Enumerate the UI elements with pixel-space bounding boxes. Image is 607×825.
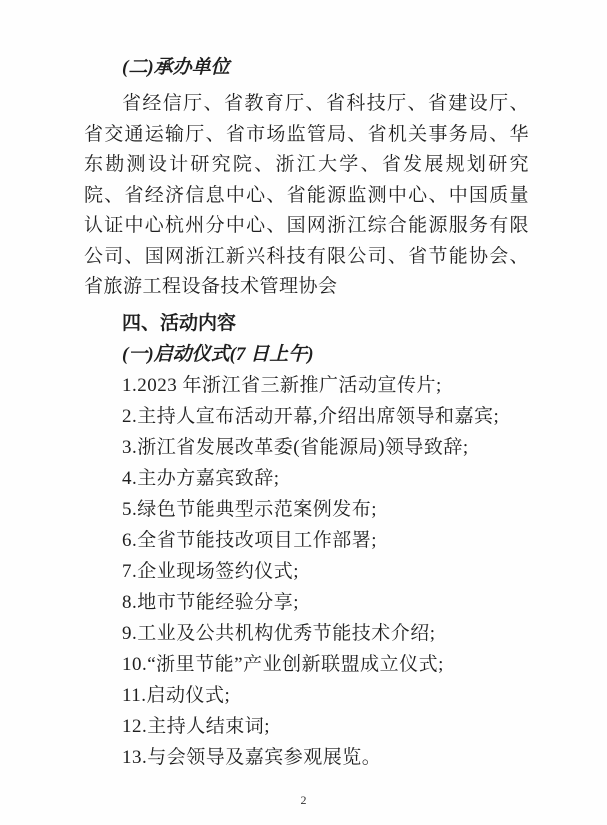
section-heading-undertaking-units: (二)承办单位: [122, 57, 230, 78]
list-item: 6.全省节能技改项目工作部署;: [122, 529, 378, 551]
list-item: 1.2023 年浙江省三新推广活动宣传片;: [122, 374, 442, 396]
list-item: 12.主持人结束词;: [122, 715, 271, 737]
list-item: 2.主持人宣布活动开幕,介绍出席领导和嘉宾;: [122, 405, 500, 427]
page-number: 2: [300, 793, 307, 807]
list-item: 5.绿色节能典型示范案例发布;: [122, 498, 378, 520]
chapter-heading-activity-content: 四、活动内容: [122, 312, 237, 334]
organizers-paragraph: 省经信厅、省教育厅、省科技厅、省建设厅、省交通运输厅、省市场监管局、省机关事务局、华东勘测设计研究院、浙江大学、省发展规划研究院、省经济信息中心、省能源监测中心、中国质量认证中心杭州分中心、国网浙江综合能源服务有限公司、国网浙江新兴科技有限公司、省节能协会、省旅游工程设备技术管理协会: [84, 93, 529, 297]
list-item: 10.“浙里节能”产业创新联盟成立仪式;: [122, 653, 444, 675]
list-item: 9.工业及公共机构优秀节能技术介绍;: [122, 622, 436, 644]
list-item: 3.浙江省发展改革委(省能源局)领导致辞;: [122, 436, 469, 458]
list-item: 13.与会领导及嘉宾参观展览。: [122, 746, 382, 768]
list-item: 8.地市节能经验分享;: [122, 591, 300, 613]
list-item: 11.启动仪式;: [122, 684, 231, 706]
list-item: 4.主办方嘉宾致辞;: [122, 467, 280, 489]
agenda-list: [84, 370, 529, 773]
subsection-heading-launch-ceremony: (一)启动仪式(7 日上午): [122, 343, 314, 365]
list-item: 7.企业现场签约仪式;: [122, 560, 300, 582]
